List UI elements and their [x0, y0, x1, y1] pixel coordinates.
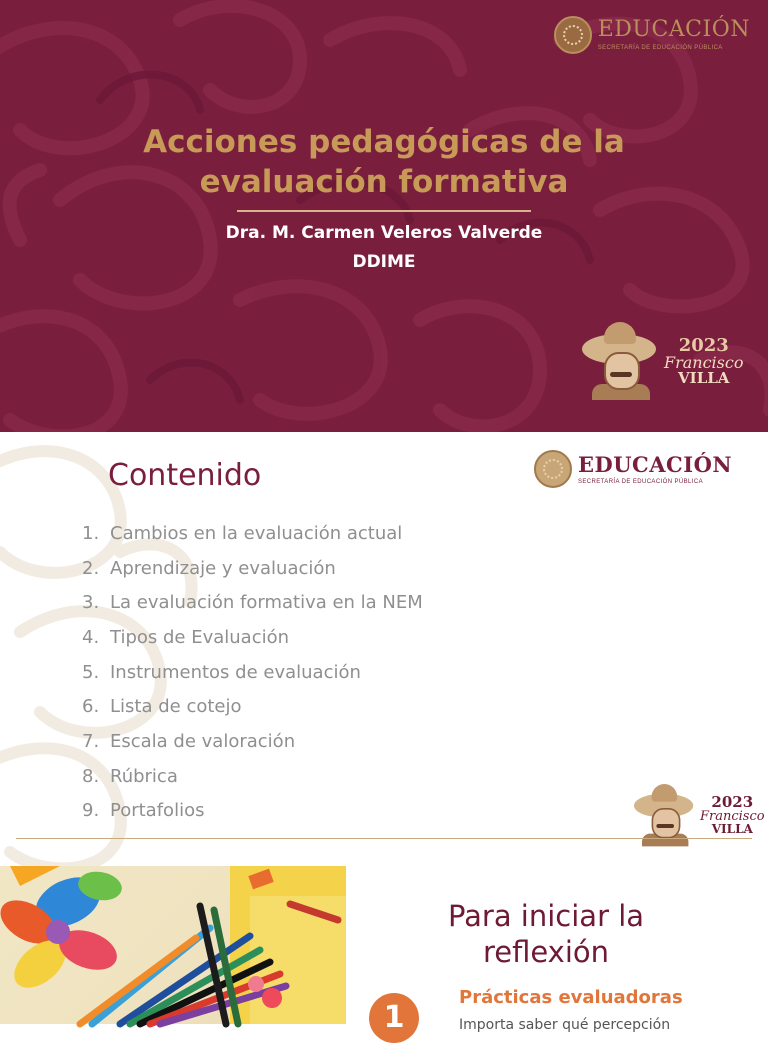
item-label: Aprendizaje y evaluación — [110, 557, 336, 579]
reflection-slide — [0, 866, 768, 1035]
author-name: Dra. M. Carmen Veleros Valverde — [225, 223, 543, 243]
item-number: 8. — [82, 765, 100, 787]
item-label: Cambios en la evaluación actual — [110, 522, 403, 544]
pencils-illustration — [0, 866, 346, 1024]
list-item — [82, 759, 423, 794]
badge-name: Francisco — [700, 809, 765, 824]
eagle-seal-icon — [534, 450, 572, 488]
item-number: 2. — [82, 557, 100, 579]
item-label: Rúbrica — [110, 765, 178, 787]
item-label: Instrumentos de evaluación — [110, 661, 361, 683]
badge-year: 2023 — [678, 334, 729, 356]
sep-logo — [534, 450, 732, 488]
title-line-2: evaluación formativa — [199, 164, 569, 200]
reflection-title — [405, 898, 687, 970]
list-item — [82, 794, 423, 829]
title-slide — [0, 0, 768, 432]
list-item — [82, 620, 423, 655]
item-number: 1. — [82, 522, 100, 544]
list-item — [82, 585, 423, 620]
title-line-2: reflexión — [482, 935, 610, 969]
badge-year: 2023 — [711, 793, 754, 811]
title-line-1: Para iniciar la — [447, 899, 645, 933]
organization-name: DDIME — [352, 252, 416, 272]
contents-slide — [0, 432, 768, 864]
logo-wordmark: EDUCACIÓN — [578, 451, 733, 477]
list-item — [82, 724, 423, 759]
item-number: 9. — [82, 800, 100, 822]
item-number: 7. — [82, 730, 100, 752]
logo-subtitle: SECRETARÍA DE EDUCACIÓN PÚBLICA — [597, 45, 723, 51]
badge-surname: VILLA — [678, 368, 730, 387]
sep-logo — [554, 16, 750, 54]
badge-surname: VILLA — [711, 822, 753, 836]
list-item — [82, 655, 423, 690]
item-label: Portafolios — [110, 800, 205, 822]
contents-list — [82, 516, 423, 828]
presentation-title — [0, 122, 768, 202]
item-label: Tipos de Evaluación — [110, 626, 290, 648]
badge-name: Francisco — [664, 352, 744, 372]
list-item — [82, 516, 423, 551]
practice-text: Importa saber qué percepción — [459, 1017, 671, 1033]
francisco-villa-badge — [634, 784, 765, 846]
item-label: Escala de valoración — [110, 730, 296, 752]
list-item — [82, 551, 423, 586]
item-label: La evaluación formativa en la NEM — [110, 592, 423, 614]
villa-portrait-icon — [582, 322, 660, 400]
francisco-villa-badge — [582, 322, 743, 400]
item-number: 3. — [82, 592, 100, 614]
item-number: 4. — [82, 626, 100, 648]
eagle-seal-icon — [554, 16, 592, 54]
practice-heading: Prácticas evaluadoras — [459, 987, 683, 1008]
item-number: 5. — [82, 661, 100, 683]
logo-subtitle: SECRETARÍA DE EDUCACIÓN PÚBLICA — [578, 478, 703, 485]
contents-heading: Contenido — [108, 458, 262, 493]
logo-wordmark: EDUCACIÓN — [597, 17, 750, 42]
step-number-badge: 1 — [369, 993, 419, 1043]
item-number: 6. — [82, 696, 100, 718]
colored-pencils-photo — [0, 866, 346, 1024]
footer-divider — [16, 838, 752, 839]
item-label: Lista de cotejo — [110, 696, 242, 718]
title-divider — [237, 210, 531, 212]
list-item — [82, 689, 423, 724]
villa-portrait-icon — [634, 784, 684, 834]
title-line-1: Acciones pedagógicas de la — [143, 124, 625, 160]
